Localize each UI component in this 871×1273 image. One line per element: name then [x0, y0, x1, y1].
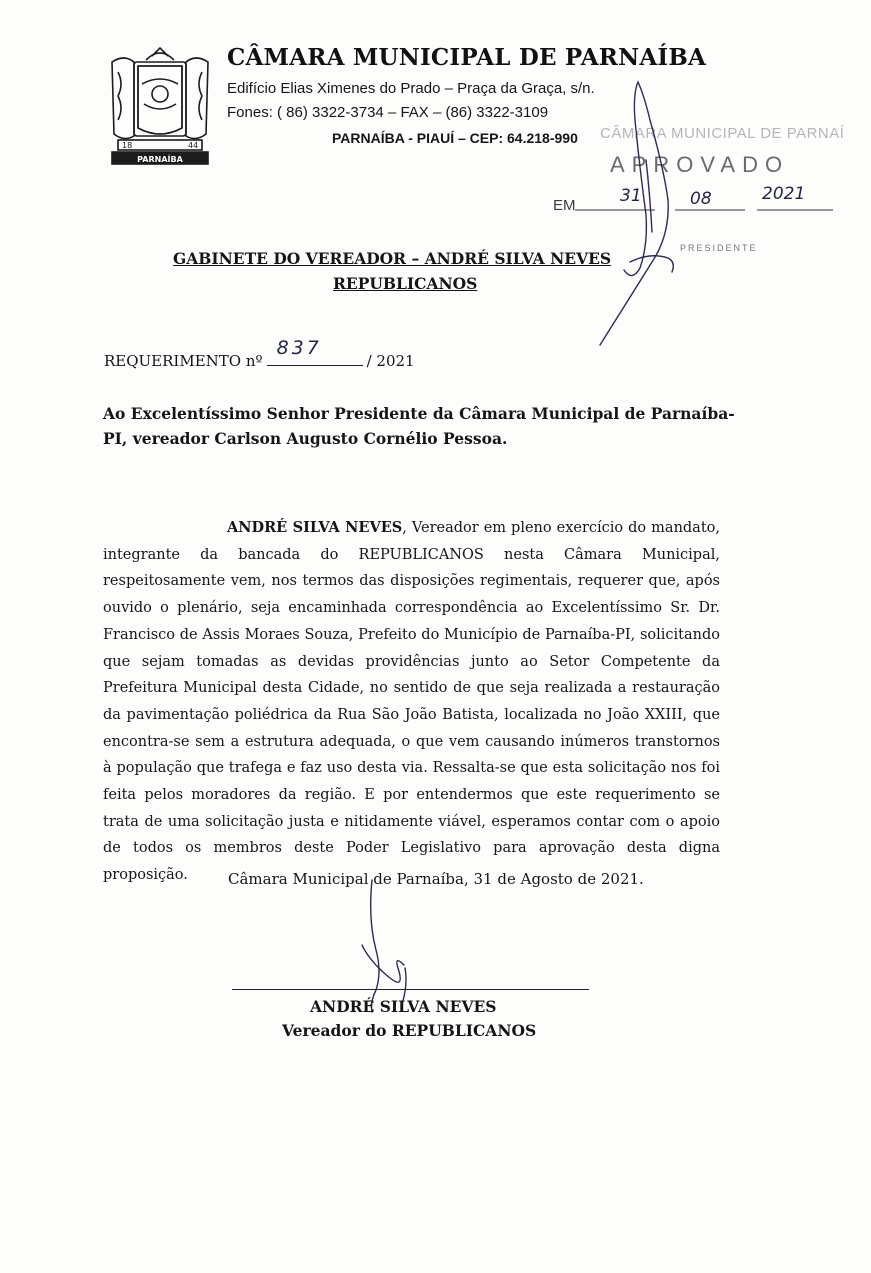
coat-of-arms-logo — [106, 44, 214, 168]
stamp-date-lines — [575, 200, 835, 212]
stamp-year: 2021 — [762, 184, 806, 204]
stamp-status: APROVADO — [610, 152, 790, 177]
stamp-signature-label: PRESIDENTE — [680, 243, 758, 253]
stamp-heading: CÂMARA MUNICIPAL DE PARNAÍ — [600, 125, 845, 142]
institution-title: CÂMARA MUNICIPAL DE PARNAÍBA — [227, 44, 707, 71]
institution-address: Edifício Elias Ximenes do Prado – Praça da Graça, s/n. — [227, 80, 595, 97]
crest-year-right: 44 — [188, 141, 199, 150]
institution-phones: Fones: ( 86) 3322-3734 – FAX – (86) 3322-3109 — [227, 104, 549, 121]
request-body — [103, 515, 720, 889]
stamp-em-label: EM — [553, 197, 576, 214]
office-title: GABINETE DO VEREADOR – ANDRÉ SILVA NEVES — [173, 249, 612, 268]
party-title: REPUBLICANOS — [333, 274, 478, 293]
crest-banner-text: PARNAÍBA — [137, 155, 183, 164]
request-number: 837 — [276, 337, 322, 359]
institution-city: PARNAÍBA - PIAUÍ – CEP: 64.218-990 — [332, 130, 578, 146]
request-year: / 2021 — [366, 352, 415, 370]
request-number-line — [104, 337, 415, 370]
addressee: Ao Excelentíssimo Senhor Presidente da Câmara Municipal de Parnaíba-PI, vereador Carlson Augusto Cornélio Pessoa. — [103, 404, 735, 448]
request-label: REQUERIMENTO nº — [104, 352, 263, 370]
body-author: ANDRÉ SILVA NEVES — [227, 519, 403, 536]
stamp-day: 31 — [620, 186, 642, 206]
signer-role: Vereador do REPUBLICANOS — [282, 1021, 537, 1040]
stamp-month: 08 — [690, 189, 712, 209]
body-text: , Vereador em pleno exercício do mandato, integrante da bancada do REPUBLICANOS nesta Câmara Municipal, respeitosamente vem, nos termos das disposições regimentais, requerer que, após ouvido o plenário, seja encaminhada correspondência ao Excelentíssimo Sr. Dr. Francisco de Assis Moraes Souza, Prefeito do Município de Parnaíba-PI, solicitando que sejam tomadas as devidas providências junto ao Setor Competente da Prefeitura Municipal desta Cidade, no sentido de que seja realizada a restauração da pavimentação poliédrica da Rua São João Batista, localizada no João XXIII, que encontra-se sem a estrutura adequada, o que vem causando inúmeros transtornos à população que trafega e faz uso desta via. Ressalta-se que esta solicitação nos foi feita pelos moradores da região. E por entendermos que este requerimento se trata de uma solicitação justa e nitidamente viável, esperamos contar com o apoio de todos os membros deste Poder Legislativo para aprovação desta digna proposição. — [103, 520, 720, 884]
signature-line — [232, 989, 589, 990]
request-number-blank — [267, 337, 363, 366]
signer-name: ANDRÉ SILVA NEVES — [310, 997, 497, 1016]
place-date: Câmara Municipal de Parnaíba, 31 de Agosto de 2021. — [228, 870, 644, 888]
crest-year-left: 18 — [122, 141, 133, 150]
